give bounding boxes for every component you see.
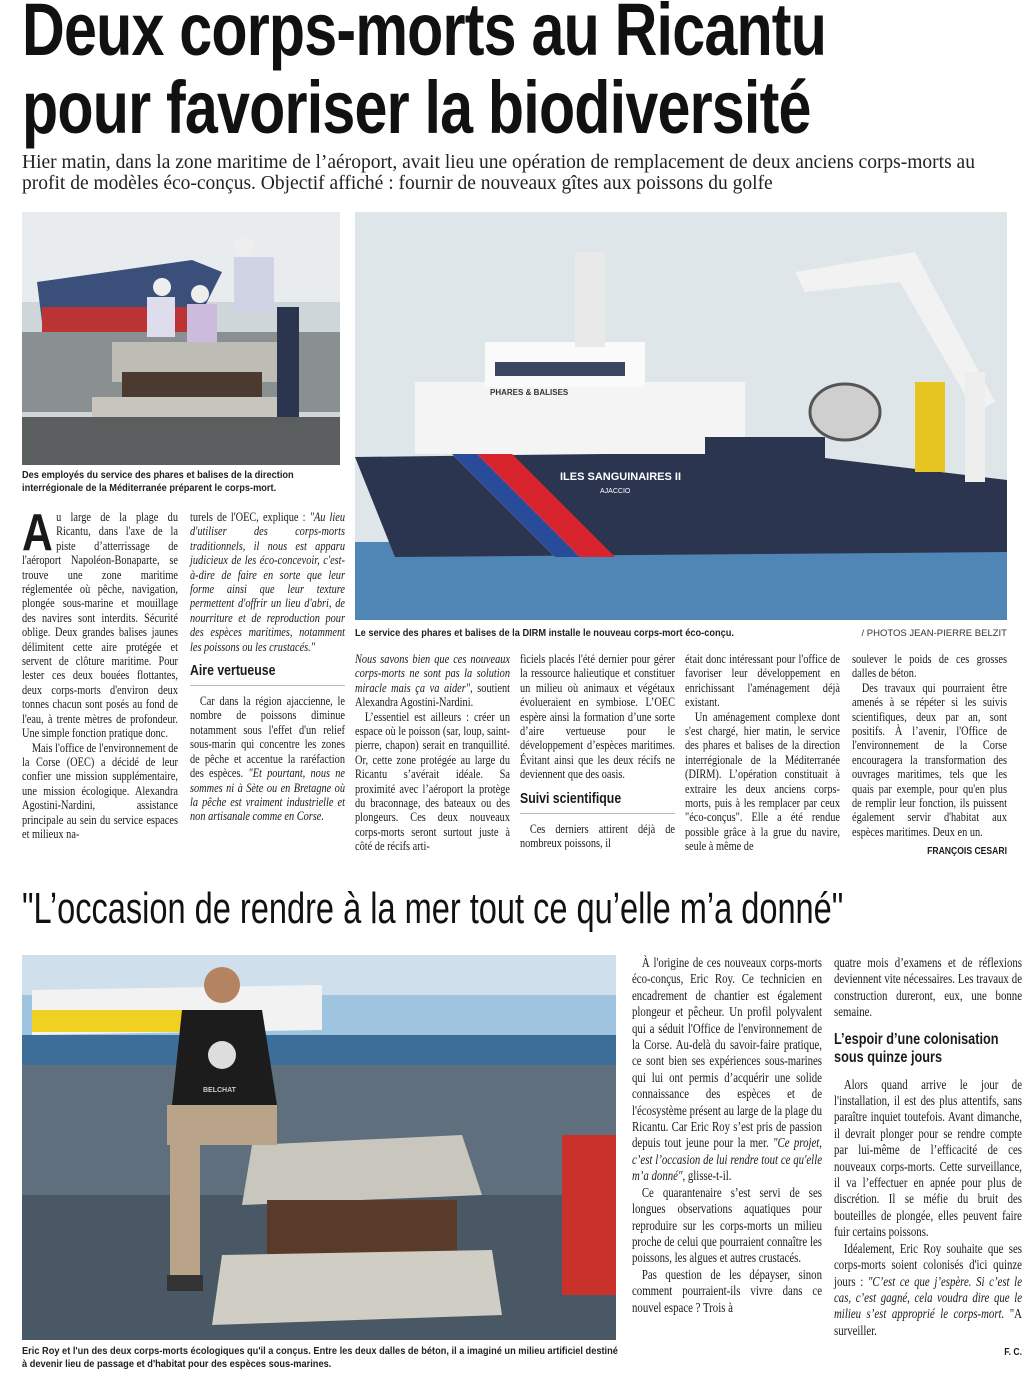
quote-text: "Et pourtant, nous ne sommes ni à Sète ou en Bretagne où la pêche est vraiment industrielle et non artisanale comme en Corse. xyxy=(190,766,345,824)
article2-column-2 xyxy=(834,955,1022,1361)
article1-column-2 xyxy=(190,510,345,824)
ship-port: AJACCIO xyxy=(600,488,631,495)
paragraph xyxy=(632,1185,822,1267)
paragraph xyxy=(355,652,510,710)
section-heading: L’espoir d’une colonisation sous quinze jours xyxy=(834,1030,999,1066)
article1-column-4 xyxy=(520,652,675,850)
column-text xyxy=(685,652,840,854)
column-text xyxy=(520,652,675,850)
article2-title: "L’occasion de rendre à la mer tout ce qu’elle m’a donné" xyxy=(22,884,844,933)
article1-column-1 xyxy=(22,504,178,841)
photo-credit: / PHOTOS JEAN-PIERRE BELZIT xyxy=(861,628,1007,639)
body-text: Mais l'office de l'environnement de la Corse (OEC) a décidé de leur confier une mission supplémentaire, une mission écologique. Alexandra Agostini-Nardini, assistance principale au sein du service espaces et milieux na- xyxy=(22,740,178,841)
article2-signature: F. C. xyxy=(1004,1346,1022,1359)
body-text: Ces derniers attirent déjà de nombreux poissons, il xyxy=(520,821,675,851)
article1-signature: FRANÇOIS CESARI xyxy=(927,845,1007,858)
paragraph xyxy=(834,955,1022,1021)
column-text xyxy=(190,510,345,824)
body-text: soulever le poids de ces grosses dalles de béton. xyxy=(852,652,1007,681)
body-text: Idéalement, Eric Roy souhaite que ses corps-morts soient colonisés d'ici quinze jours : xyxy=(834,1240,1022,1289)
quote-text: "Ce projet, c’est l’occasion de lui rendre tout ce qu'elle m’a donné" xyxy=(632,1135,823,1184)
paragraph xyxy=(190,510,345,654)
body-text: Alors quand arrive le jour de l'installation, il est des plus attentifs, sans paraître inquiet toutefois. Avant dimanche, il devrait plonger pour se rendre compte par lui-même de l’efficacité de ces nouveaux corps-morts. Cette surveillance, il va l’effectuer en apnée pour plus de discrétion. Il se méfie du bruit des bouteilles de plongée, elles peuvent faire fuir certains poissons. xyxy=(834,1076,1022,1240)
column-text xyxy=(22,504,178,841)
body-text: ficiels placés l'été dernier pour gérer la ressource halieutique et constituer un milieu où animaux et végétaux évolueraient en symbiose. L’OEC espère ainsi la formation d’une sorte d’aire vertueuse pour le développement d’espèces maritimes. Évitant ainsi que les deux récifs ne deviennent que des oasis. xyxy=(520,652,675,782)
body-text: Ce quarantenaire s’est servi de ses longues observations aquatiques pour reproduire sur les corps-morts un milieu proche de celui que pourraient connaître les poissons, les algues et autres crustacés. xyxy=(632,1184,822,1266)
photo1-caption: Des employés du service des phares et balises de la direction interrégionale de la Méditerranée préparent le corps-mort. xyxy=(22,469,294,494)
column-text xyxy=(632,955,822,1316)
photo-workers-corps-mort xyxy=(22,212,340,465)
body-text: Car dans la région ajaccienne, le nombre de poissons diminue notamment sous l'effet d'un relief sous-marin qui concentre les zones de pêche et accentue la raréfaction des espèces. xyxy=(190,694,345,781)
body-text: , glisse-t-il. xyxy=(682,1168,732,1184)
drop-cap: A xyxy=(22,504,53,562)
paragraph xyxy=(852,681,1007,839)
body-text: "A surveiller. xyxy=(834,1306,1022,1338)
body-text: , soutient Alexandra Agostini-Nardini. xyxy=(355,680,510,710)
photo2-caption: Le service des phares et balises de la DIRM installe le nouveau corps-mort éco-conçu. xyxy=(355,627,734,639)
body-text: était donc intéressant pour l'office de favoriser leur développement en enrichissant l'aménagement déjà existant. xyxy=(685,652,840,710)
headline-line-2: pour favoriser la biodiversité xyxy=(22,66,811,149)
article1-column-5 xyxy=(685,652,840,854)
article2-column-1 xyxy=(632,955,822,1316)
paragraph xyxy=(632,1267,822,1316)
body-text: À l'origine de ces nouveaux corps-morts éco-conçus, Eric Roy. Ce technicien en encadrement de chantier est également plongeur et pêcheur. Un profil polyvalent qui a séduit l'Office de l'environnement de la Corse. Au-delà du savoir-faire pratique, ce sont bien ses expériences sous-marines qui lui ont permis d’acquérir une solide connaissance des espèces et de l'écosystème présent au large de la plage du Ricantu. Car Eric Roy s’est pris de passion depuis tout jeune pour la mer. xyxy=(632,955,822,1151)
paragraph xyxy=(852,652,1007,681)
paragraph xyxy=(685,652,840,710)
body-text: Un aménagement complexe dont s'est chargé, hier matin, le service des phares et balises de la direction interrégionale de la Méditerranée (DIRM). L’opération constituait à extraire les deux anciens corps-morts, puis à les remplacer par ceux "éco-conçus". Elle a été rendue possible grâce à la grue du navire, seule à même de xyxy=(685,709,840,854)
body-text: Des travaux qui pourraient être amenés à se répéter si les suivis scientifiques, deux par an, sont positifs. À l’avenir, l'Office de l'environnement de la Corse encouragera la transformation des ouvrages maritimes, tels que les quais par exemple, pour qu'en plus de remplir leur fonction, ils puissent également servir d'habitat aux espèces maritimes. Deux en un. xyxy=(852,680,1007,839)
photo3-caption: Eric Roy et l'un des deux corps-morts écologiques qu'il a conçus. Entre les deux dalles de béton, il a imaginé un milieu artificiel destiné à devenir lieu de passage et d'habitat pour des espèces sous-marines. xyxy=(22,1345,618,1370)
ship-name: ILES SANGUINAIRES II xyxy=(560,471,682,483)
paragraph xyxy=(190,694,345,824)
body-text: turels de l'OEC, explique : xyxy=(190,510,310,524)
article1-column-6 xyxy=(852,652,1007,859)
paragraph xyxy=(834,1241,1022,1339)
body-text: quatre mois d’examens et de réflexions deviennent vite nécessaires. Les travaux de construction dureront, eux, une bonne semaine. xyxy=(834,955,1022,1020)
shirt-text: BELCHAT xyxy=(203,1087,236,1094)
paragraph xyxy=(685,710,840,854)
body-text: u large de la plage du Ricantu, dans l'axe de la piste d’atterrissage de l'aéroport Napoléon-Bonaparte, se trouve une zone maritime réglementée où pêche, navigation, plongée sous-marine et mouillage des navires sont interdits. Sécurité oblige. Deux grandes balises jaunes délimitent cette aire protégée et servent de clôture maritime. Pour lester ces deux bouées flottantes, deux corps-morts d'environ deux tonnes chacun sont posés au fond de l'eau, à trente mètres de profondeur. Une simple fonction pratique donc. xyxy=(22,510,178,741)
article1-column-3 xyxy=(355,652,510,854)
paragraph xyxy=(520,822,675,851)
paragraph xyxy=(355,710,510,854)
paragraph xyxy=(834,1077,1022,1241)
paragraph xyxy=(632,955,822,1185)
paragraph xyxy=(22,504,178,741)
column-text xyxy=(355,652,510,854)
photo-eric-roy xyxy=(22,955,616,1340)
body-text: Pas question de les dépayser, sinon comment pourraient-ils vivre dans ce nouvel espace ? Trois à xyxy=(632,1266,822,1315)
body-text: L’essentiel est ailleurs : créer un espace où le poisson (sar, loup, saint-pierre, chapon) serait en tranquillité. Or, cette zone protégée au large du Ricantu s’avérait idéale. Sa proximité avec l’aéroport la protège du braconnage, des bateaux ou des plongeurs. Ces deux nouveaux corps-morts seront surtout juste à côté de récifs arti- xyxy=(355,709,510,854)
subheadline: Hier matin, dans la zone maritime de l’aéroport, avait lieu une opération de remplacement de deux anciens corps-morts au profit de modèles éco-conçus. Objectif affiché : fournir de nouveaux gîtes aux poissons du golfe xyxy=(22,152,975,194)
section-heading: Aire vertueuse xyxy=(190,662,345,686)
quote-text: Nous savons bien que ces nouveaux corps-morts ne sont pas la solution miracle mais ça va aider" xyxy=(355,652,510,695)
paragraph xyxy=(22,741,178,842)
headline-line-1: Deux corps-morts au Ricantu xyxy=(22,0,827,71)
section-heading: Suivi scientifique xyxy=(520,790,675,814)
paragraph xyxy=(520,652,675,782)
column-text xyxy=(834,955,1022,1361)
ship-label: PHARES & BALISES xyxy=(490,388,569,397)
photo-ship-crane xyxy=(355,212,1007,620)
quote-text: "Au lieu d'utiliser des corps-morts traditionnels, il nous est apparu judicieux de les éco-concevoir, c'est-à-dire de faire en sorte que leur forme ainsi que leur texture permettent d'offrir un lieu d'abri, de nourriture et de reproduction pour des espèces maritimes, notamment les poissons ou les crustacés." xyxy=(190,510,346,654)
column-text xyxy=(852,652,1007,859)
quote-text: "C’est ce que j’espère. Si c’est le cas, c’est gagné, cela voudra dire que le milieu s’est approprié le corps-mort. xyxy=(834,1273,1022,1322)
